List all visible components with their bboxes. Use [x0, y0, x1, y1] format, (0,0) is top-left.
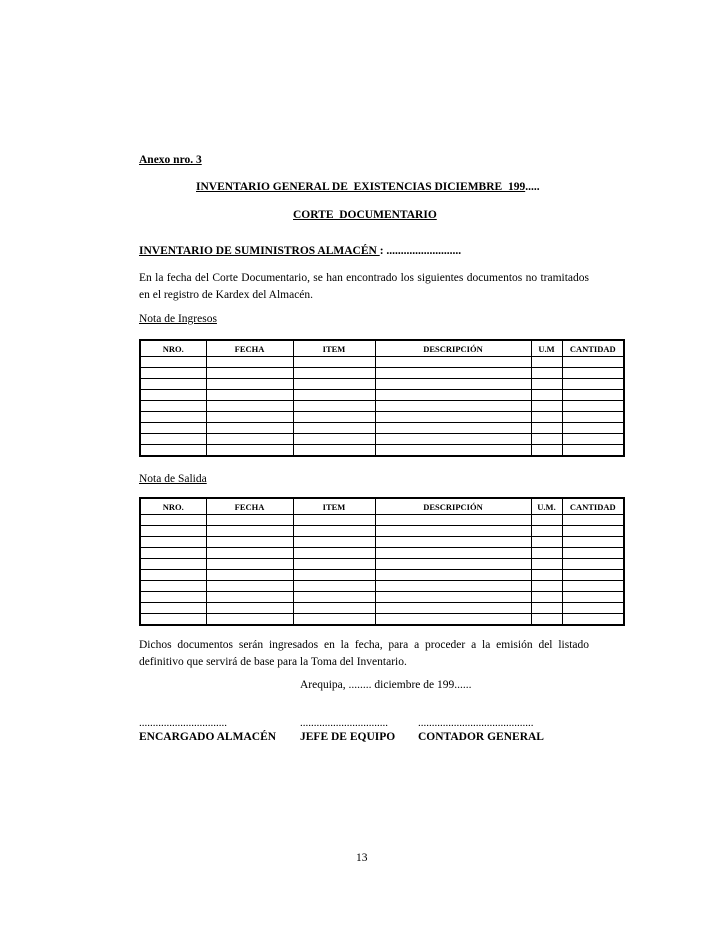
- table-cell: [140, 445, 206, 457]
- table-cell: [206, 537, 293, 548]
- table-cell: [562, 559, 624, 570]
- ingresos-table: [139, 339, 625, 457]
- table-cell: [140, 434, 206, 445]
- salida-table: [139, 497, 625, 626]
- table-cell: [206, 401, 293, 412]
- table-cell: [140, 515, 206, 526]
- table-cell: [375, 390, 531, 401]
- column-header: NRO.: [140, 340, 206, 357]
- closing-paragraph: Dichos documentos serán ingresados en la fecha, para a proceder a la emisión del listado definitivo que servirá de base para la Toma del Inventario.: [139, 639, 589, 668]
- table-cell: [562, 445, 624, 457]
- table-cell: [562, 401, 624, 412]
- table-row: [140, 570, 624, 581]
- table-cell: [375, 548, 531, 559]
- signature-role-encargado: ENCARGADO ALMACÉN: [139, 731, 277, 743]
- table-cell: [531, 357, 562, 368]
- table-row: [140, 412, 624, 423]
- table-cell: [206, 515, 293, 526]
- table-cell: [206, 445, 293, 457]
- table-cell: [562, 603, 624, 614]
- table-cell: [375, 368, 531, 379]
- column-header: ITEM: [293, 340, 375, 357]
- table-cell: [140, 592, 206, 603]
- ingresos-title: Nota de Ingresos: [139, 313, 217, 325]
- table-cell: [562, 368, 624, 379]
- table-row: [140, 368, 624, 379]
- table-row: [140, 603, 624, 614]
- table-cell: [531, 570, 562, 581]
- table-cell: [375, 423, 531, 434]
- table-cell: [293, 401, 375, 412]
- table-cell: [531, 515, 562, 526]
- table-cell: [375, 526, 531, 537]
- table-cell: [206, 368, 293, 379]
- table-cell: [206, 357, 293, 368]
- table-row: [140, 390, 624, 401]
- table-cell: [206, 581, 293, 592]
- table-cell: [531, 603, 562, 614]
- table-cell: [206, 614, 293, 626]
- salida-title: Nota de Salida: [139, 473, 207, 485]
- table-cell: [140, 559, 206, 570]
- column-header: DESCRIPCIÓN: [375, 340, 531, 357]
- table-cell: [375, 412, 531, 423]
- column-header: U.M: [531, 340, 562, 357]
- table-cell: [206, 526, 293, 537]
- signature-role-contador: CONTADOR GENERAL: [418, 731, 544, 743]
- column-header: NRO.: [140, 498, 206, 515]
- table-cell: [375, 537, 531, 548]
- table-cell: [562, 548, 624, 559]
- table-row: [140, 537, 624, 548]
- subtitle: CORTE DOCUMENTARIO: [293, 209, 437, 221]
- table-cell: [293, 548, 375, 559]
- table-cell: [531, 412, 562, 423]
- table-cell: [375, 603, 531, 614]
- table-cell: [140, 581, 206, 592]
- table-row: [140, 423, 624, 434]
- table-cell: [562, 390, 624, 401]
- intro-paragraph: En la fecha del Corte Documentario, se han encontrado los siguientes documentos no tramitados en el registro de Kardex del Almacén.: [139, 272, 589, 301]
- table-cell: [531, 537, 562, 548]
- table-cell: [562, 423, 624, 434]
- table-cell: [375, 434, 531, 445]
- table-cell: [293, 603, 375, 614]
- column-header: FECHA: [206, 498, 293, 515]
- signature-line-contador: ..........................................: [418, 717, 534, 729]
- column-header: DESCRIPCIÓN: [375, 498, 531, 515]
- table-cell: [375, 570, 531, 581]
- table-row: [140, 592, 624, 603]
- table-cell: [293, 379, 375, 390]
- table-cell: [531, 434, 562, 445]
- table-cell: [140, 570, 206, 581]
- table-row: [140, 357, 624, 368]
- signature-role-jefe: JEFE DE EQUIPO: [300, 731, 396, 743]
- table-cell: [140, 548, 206, 559]
- table-cell: [531, 559, 562, 570]
- table-cell: [562, 515, 624, 526]
- table-cell: [531, 526, 562, 537]
- table-cell: [562, 570, 624, 581]
- table-cell: [293, 412, 375, 423]
- table-cell: [375, 515, 531, 526]
- table-cell: [562, 379, 624, 390]
- table-cell: [206, 559, 293, 570]
- table-cell: [206, 390, 293, 401]
- table-cell: [531, 445, 562, 457]
- place-date: Arequipa, ........ diciembre de 199......: [300, 679, 472, 691]
- column-header: FECHA: [206, 340, 293, 357]
- table-row: [140, 614, 624, 626]
- table-cell: [562, 581, 624, 592]
- annex-label: Anexo nro. 3: [139, 154, 202, 166]
- table-cell: [293, 515, 375, 526]
- table-row: [140, 526, 624, 537]
- table-cell: [293, 614, 375, 626]
- table-row: [140, 515, 624, 526]
- table-cell: [562, 592, 624, 603]
- table-row: [140, 581, 624, 592]
- table-cell: [531, 614, 562, 626]
- inventory-heading: INVENTARIO DE SUMINISTROS ALMACÉN : ..........................: [139, 245, 462, 257]
- table-cell: [206, 548, 293, 559]
- table-cell: [206, 423, 293, 434]
- table-cell: [293, 570, 375, 581]
- table-cell: [293, 368, 375, 379]
- table-cell: [562, 357, 624, 368]
- table-cell: [562, 412, 624, 423]
- table-cell: [562, 614, 624, 626]
- table-row: [140, 379, 624, 390]
- table-cell: [206, 592, 293, 603]
- table-cell: [140, 603, 206, 614]
- salida-header-row: [140, 498, 624, 515]
- table-cell: [140, 390, 206, 401]
- table-cell: [293, 559, 375, 570]
- table-cell: [531, 548, 562, 559]
- table-cell: [375, 614, 531, 626]
- table-cell: [375, 401, 531, 412]
- signature-line-jefe: ................................: [300, 717, 388, 729]
- table-cell: [140, 614, 206, 626]
- table-cell: [206, 570, 293, 581]
- table-cell: [375, 379, 531, 390]
- table-cell: [375, 592, 531, 603]
- table-cell: [562, 537, 624, 548]
- table-cell: [562, 526, 624, 537]
- table-cell: [293, 581, 375, 592]
- table-cell: [140, 423, 206, 434]
- column-header: U.M.: [531, 498, 562, 515]
- column-header: CANTIDAD: [562, 498, 624, 515]
- table-cell: [375, 445, 531, 457]
- table-cell: [293, 423, 375, 434]
- table-cell: [293, 357, 375, 368]
- table-cell: [293, 537, 375, 548]
- table-cell: [293, 390, 375, 401]
- table-cell: [293, 434, 375, 445]
- table-cell: [293, 592, 375, 603]
- table-cell: [531, 581, 562, 592]
- table-cell: [531, 592, 562, 603]
- table-cell: [562, 434, 624, 445]
- table-cell: [206, 412, 293, 423]
- signature-line-encargado: ................................: [139, 717, 227, 729]
- table-row: [140, 401, 624, 412]
- table-cell: [531, 390, 562, 401]
- table-cell: [140, 368, 206, 379]
- table-cell: [140, 401, 206, 412]
- table-cell: [140, 537, 206, 548]
- table-cell: [293, 445, 375, 457]
- table-cell: [206, 379, 293, 390]
- table-cell: [293, 526, 375, 537]
- page-number: 13: [356, 852, 368, 864]
- column-header: ITEM: [293, 498, 375, 515]
- table-cell: [206, 434, 293, 445]
- table-cell: [140, 379, 206, 390]
- table-cell: [531, 401, 562, 412]
- table-cell: [531, 423, 562, 434]
- table-cell: [206, 603, 293, 614]
- ingresos-header-row: [140, 340, 624, 357]
- table-row: [140, 434, 624, 445]
- table-cell: [375, 581, 531, 592]
- table-row: [140, 548, 624, 559]
- main-title: INVENTARIO GENERAL DE EXISTENCIAS DICIEMBRE 199.....: [196, 181, 540, 193]
- table-cell: [531, 368, 562, 379]
- table-row: [140, 445, 624, 457]
- table-cell: [140, 412, 206, 423]
- table-cell: [140, 357, 206, 368]
- table-row: [140, 559, 624, 570]
- table-cell: [375, 357, 531, 368]
- column-header: CANTIDAD: [562, 340, 624, 357]
- table-cell: [140, 526, 206, 537]
- table-cell: [375, 559, 531, 570]
- table-cell: [531, 379, 562, 390]
